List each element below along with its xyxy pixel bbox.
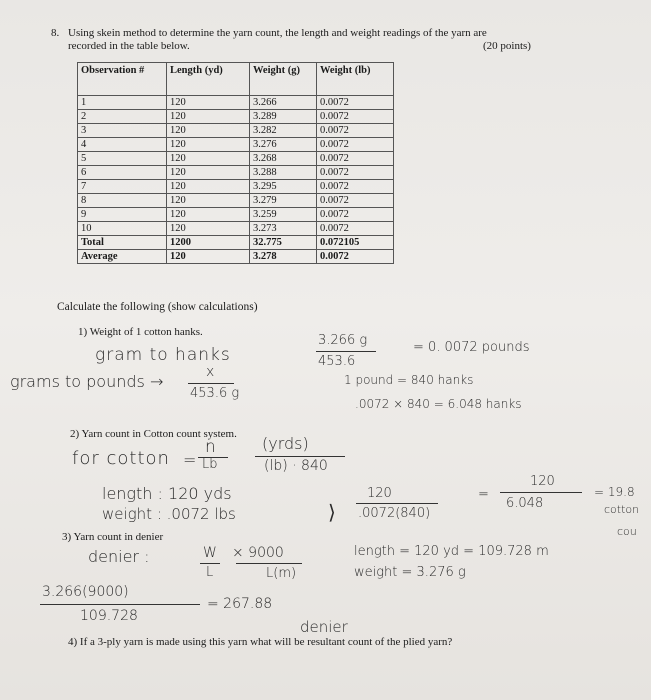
length-cell: 120 [167,180,250,194]
table-average-row [78,250,394,264]
table-row [78,208,394,222]
hw-w: W [203,545,217,561]
hw-denier-label: denier : [88,547,150,566]
weight-lb-cell: 0.0072 [317,180,394,194]
observation-cell: 6 [78,166,167,180]
hw-fraction-bar [236,563,302,564]
weight-lb-cell: 0.0072 [317,208,394,222]
hw-f2-num: 120 [530,474,555,489]
weight-g-cell: 3.266 [250,96,317,110]
question-points: (20 points) [483,40,531,52]
observation-cell: 1 [78,96,167,110]
observation-cell: 9 [78,208,167,222]
weight-g-cell: 3.268 [250,152,317,166]
average-weight-lb: 0.0072 [317,250,394,264]
hw-eq: = [183,450,197,469]
hw-f1-den: .0072(840) [358,506,431,521]
question-number: 8. [51,27,60,39]
weight-g-cell: 3.259 [250,208,317,222]
length-cell: 120 [167,166,250,180]
total-label: Total [78,236,167,250]
total-weight-g: 32.775 [250,236,317,250]
length-cell: 120 [167,194,250,208]
header-length: Length (yd) [167,63,250,96]
hw-length-m: length = 120 yd = 109.728 m [354,544,549,559]
table-row [78,180,394,194]
total-weight-lb: 0.072105 [317,236,394,250]
hw-for-cotton: for cotton [72,448,170,469]
readings-table [77,62,394,264]
observation-cell: 4 [78,138,167,152]
hw-cotton-word: cotton [604,503,640,516]
hw-lb: Lb [202,457,218,472]
table-header-row [78,63,394,96]
calc-heading: Calculate the following (show calculations) [57,301,258,313]
hw-cou-word: cou [617,525,637,538]
hw-eq1: = [478,487,489,502]
hw-grams-to-pounds: grams to pounds → [10,372,164,391]
table-row [78,124,394,138]
length-cell: 120 [167,138,250,152]
total-length: 1200 [167,236,250,250]
weight-g-cell: 3.279 [250,194,317,208]
question-line-2: recorded in the table below. [68,40,190,52]
hw-calc-hanks: .0072 × 840 = 6.048 hanks [355,397,522,411]
hw-frac-den: 453.6 [318,354,356,369]
hw-fraction-bar [255,456,345,457]
hw-result-count: = 19.8 [594,485,635,499]
hw-weight-g: weight = 3.276 g [354,565,466,580]
weight-lb-cell: 0.0072 [317,96,394,110]
table-row [78,194,394,208]
weight-lb-cell: 0.0072 [317,124,394,138]
weight-g-cell: 3.289 [250,110,317,124]
hw-453: 453.6 g [190,386,240,401]
length-cell: 120 [167,152,250,166]
header-weight-g: Weight (g) [250,63,317,96]
length-cell: 120 [167,96,250,110]
weight-lb-cell: 0.0072 [317,152,394,166]
task-1: 1) Weight of 1 cotton hanks. [78,326,203,338]
length-cell: 120 [167,208,250,222]
hw-lb-840: (lb) · 840 [264,458,328,474]
observation-cell: 8 [78,194,167,208]
average-label: Average [78,250,167,264]
hw-fraction-bar [200,563,220,564]
hw-l: L [206,565,214,580]
task-2: 2) Yarn count in Cotton count system. [70,428,237,440]
observation-cell: 5 [78,152,167,166]
weight-g-cell: 3.282 [250,124,317,138]
weight-lb-cell: 0.0072 [317,138,394,152]
hw-fraction-bar [356,503,438,504]
weight-lb-cell: 0.0072 [317,166,394,180]
hw-f2-den: 6.048 [506,496,544,511]
weight-lb-cell: 0.0072 [317,194,394,208]
observation-cell: 10 [78,222,167,236]
weight-lb-cell: 0.0072 [317,110,394,124]
observation-cell: 2 [78,110,167,124]
table-row [78,110,394,124]
hw-gram-to-hanks: gram to hanks [95,345,231,365]
length-cell: 120 [167,124,250,138]
weight-g-cell: 3.273 [250,222,317,236]
hw-denier-result: = 267.88 [207,596,273,612]
hw-frac-num: 3.266 g [318,333,368,348]
hw-result-pounds: = 0. 0072 pounds [413,340,530,355]
length-cell: 120 [167,110,250,124]
hw-fraction-bar [188,383,234,384]
table-row [78,222,394,236]
weight-lb-cell: 0.0072 [317,222,394,236]
weight-g-cell: 3.288 [250,166,317,180]
table-row [78,166,394,180]
table-row [78,96,394,110]
average-length: 120 [167,250,250,264]
hw-fraction-bar [316,351,376,352]
hw-times-9000: × 9000 [232,545,284,561]
hw-fraction-bar [500,492,582,493]
hw-arrow: ⟩ [328,500,336,524]
hw-n: n [205,437,216,457]
hw-lm: L(m) [266,566,297,581]
observation-cell: 3 [78,124,167,138]
table-row [78,152,394,166]
task-3: 3) Yarn count in denier [62,531,164,543]
task-4: 4) If a 3-ply yarn is made using this yarn what will be resultant count of the plied yarn? [68,636,453,648]
hw-length-120: length : 120 yds [102,484,232,503]
hw-weight-0072: weight : .0072 lbs [102,505,236,523]
hw-denier-word: denier [300,618,348,636]
weight-g-cell: 3.276 [250,138,317,152]
question-line-1: Using skein method to determine the yarn count, the length and weight readings of the yarn are [68,27,487,39]
hw-x: x [206,364,215,380]
hw-f1-num: 120 [367,486,392,501]
table-total-row [78,236,394,250]
hw-fraction-bar [40,604,200,605]
table-row [78,138,394,152]
hw-yrds: (yrds) [262,434,309,453]
hw-denier-den: 109.728 [80,608,138,624]
length-cell: 120 [167,222,250,236]
header-observation: Observation # [78,63,167,96]
observation-cell: 7 [78,180,167,194]
average-weight-g: 3.278 [250,250,317,264]
header-weight-lb: Weight (lb) [317,63,394,96]
hw-denier-num: 3.266(9000) [42,584,129,600]
weight-g-cell: 3.295 [250,180,317,194]
hw-pound-equals: 1 pound = 840 hanks [344,373,474,387]
